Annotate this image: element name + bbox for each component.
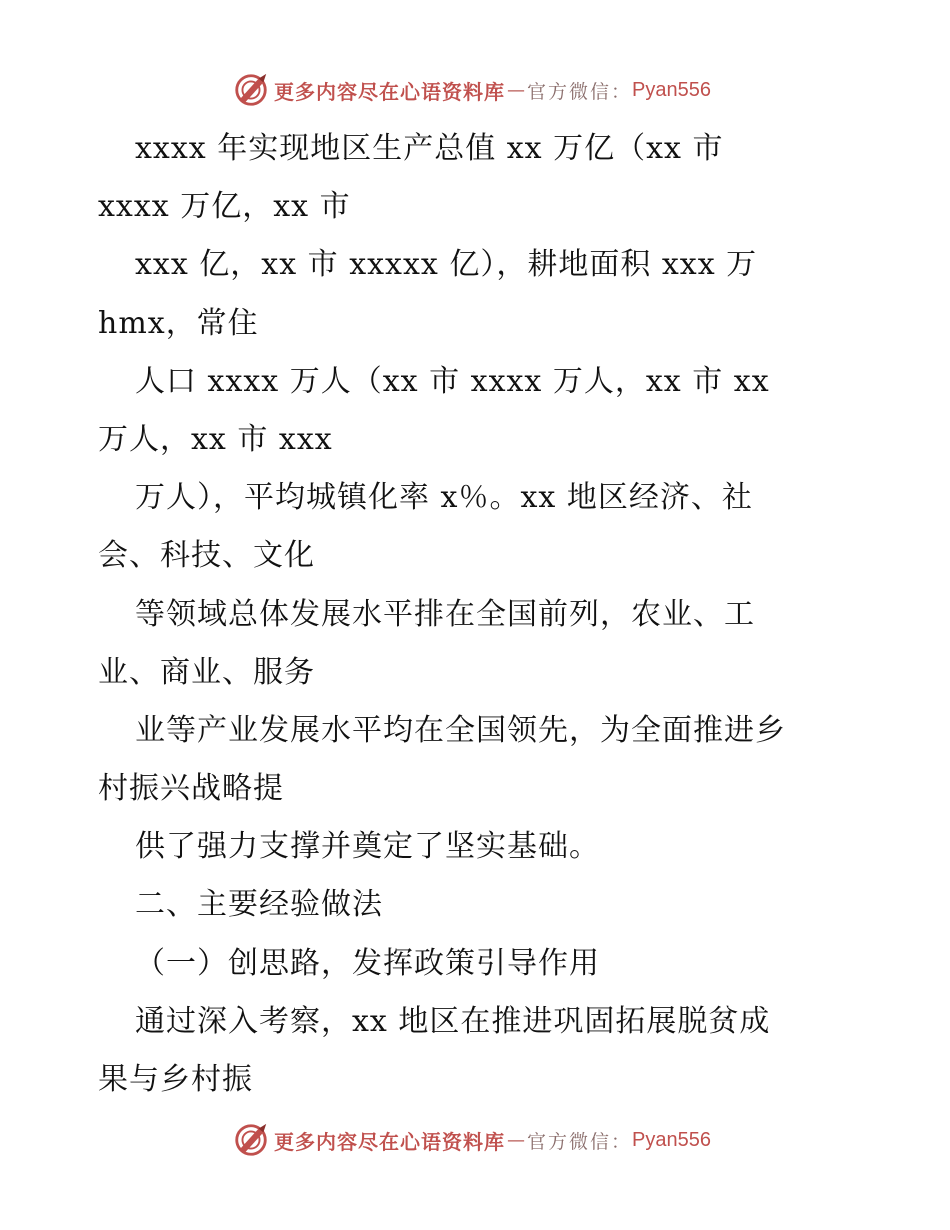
text-line: 供了强力支撑并奠定了坚实基础。 [135, 829, 600, 865]
pen-circle-logo-icon [232, 71, 270, 109]
subsection-heading: （一）创思路，发挥政策引导作用 [135, 945, 600, 981]
wechat-label: 官方微信： [527, 80, 633, 103]
header-banner [232, 70, 711, 110]
footer-banner [232, 1120, 711, 1160]
text-line: xxxx 年实现地区生产总值 xx 万亿（xx 市 [135, 131, 724, 166]
wechat-id: Pyan556 [632, 78, 711, 101]
wechat-label: 官方微信： [527, 1130, 633, 1153]
text-line: 村振兴战略提 [98, 771, 284, 807]
section-heading: 二、主要经验做法 [135, 887, 383, 923]
text-line: 人口 xxxx 万人（xx 市 xxxx 万人，xx 市 xx [135, 363, 770, 399]
text-line: hmx，常住 [98, 305, 259, 341]
text-line: 通过深入考察，xx 地区在推进巩固拓展脱贫成 [135, 1003, 771, 1039]
pen-circle-logo-icon [232, 1121, 270, 1159]
separator: — [507, 79, 525, 101]
text-line: 果与乡村振 [98, 1062, 253, 1097]
document-body [98, 120, 858, 1109]
text-line: xxxx 万亿，xx 市 [98, 189, 351, 225]
text-line: 业、商业、服务 [98, 654, 315, 690]
text-line: 万人，xx 市 xxx [98, 421, 333, 457]
text-line: 业等产业发展水平均在全国领先，为全面推进乡 [135, 712, 786, 748]
brand-name: 更多内容尽在心语资料库 [274, 79, 505, 104]
text-line: 会、科技、文化 [98, 538, 315, 574]
text-line: xxx 亿，xx 市 xxxxx 亿），耕地面积 xxx 万 [135, 247, 758, 283]
brand-name: 更多内容尽在心语资料库 [274, 1129, 505, 1154]
wechat-id: Pyan556 [632, 1128, 711, 1151]
separator: — [507, 1129, 525, 1151]
text-line: 等领域总体发展水平排在全国前列，农业、工 [135, 596, 755, 632]
text-line: 万人），平均城镇化率 x％。xx 地区经济、社 [135, 480, 753, 516]
